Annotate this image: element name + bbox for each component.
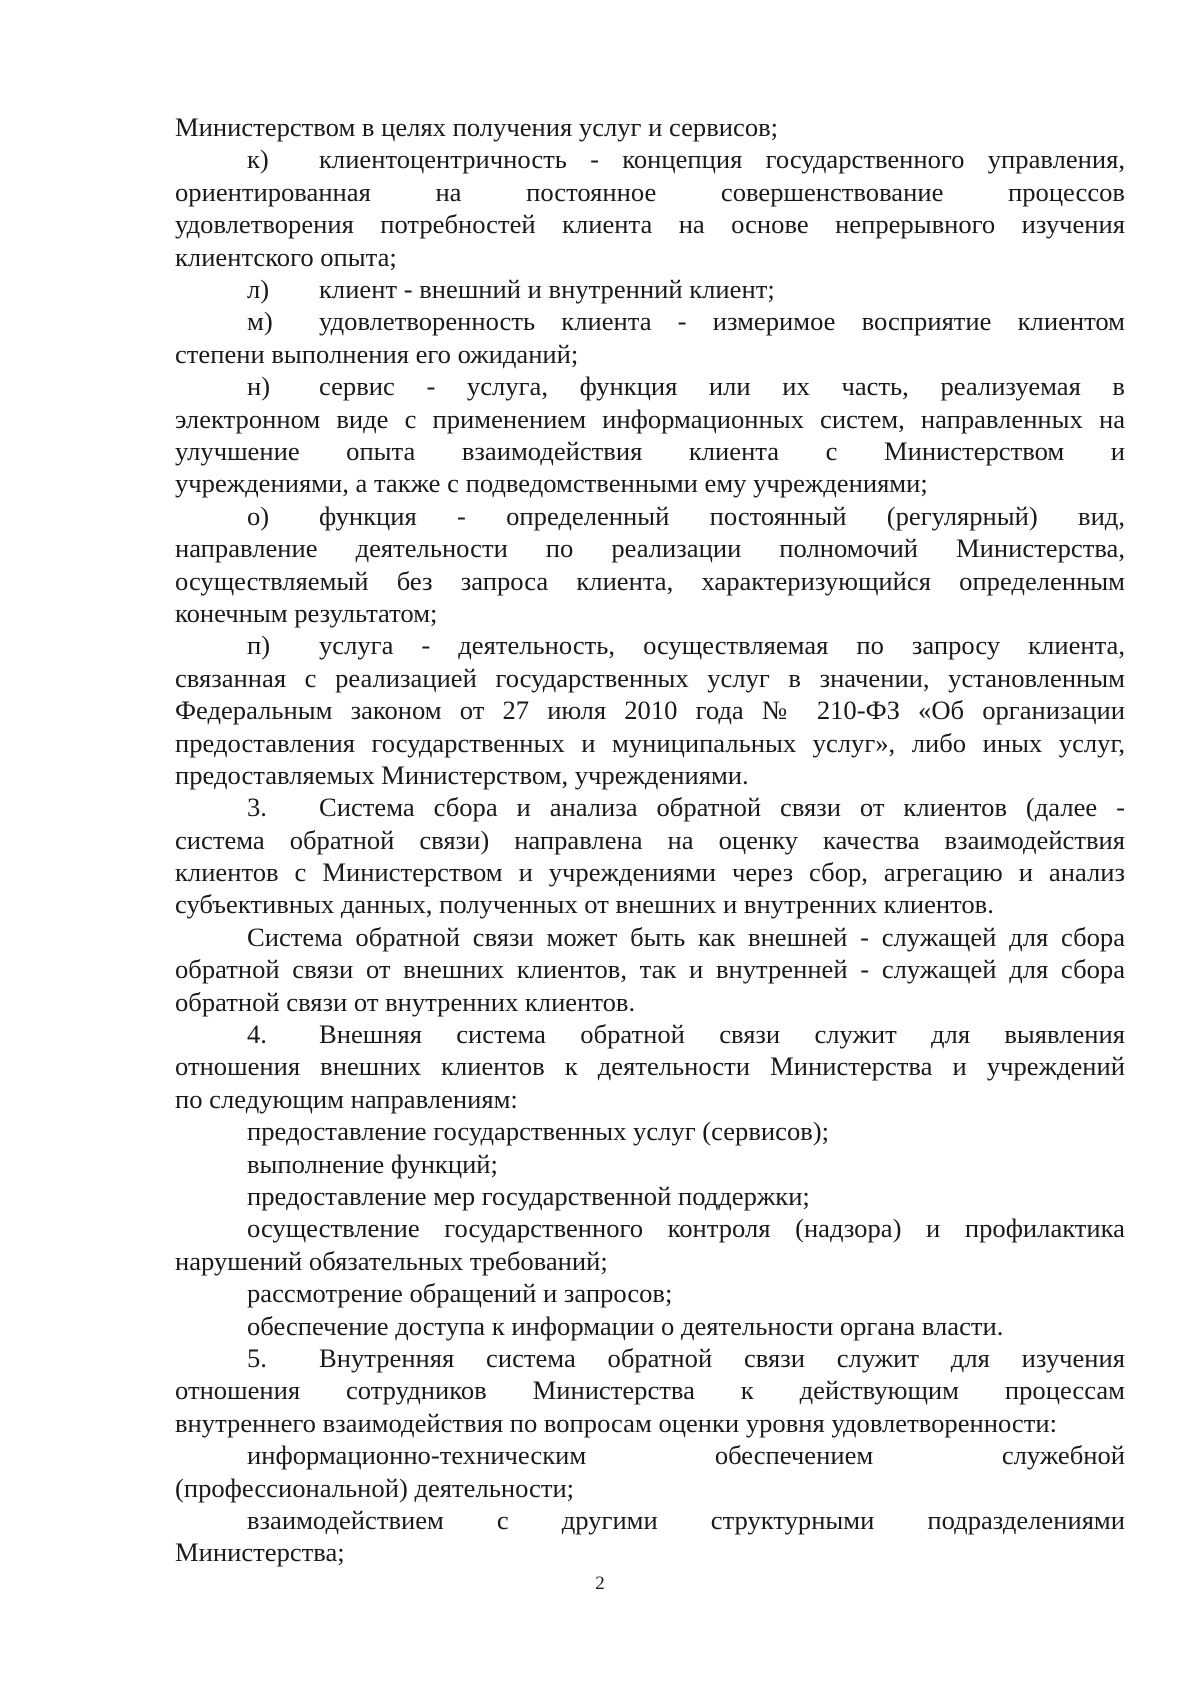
list-item-p (175, 629, 1125, 661)
list-item-n (175, 370, 1125, 402)
list-item-m (175, 305, 1125, 337)
list-label: к) (247, 144, 269, 175)
text-line: система обратной связи) направлена на оценку качества взаимодействия (175, 824, 1125, 855)
section-4 (175, 1018, 1125, 1050)
text-line: Система обратной связи может быть как внешней - служащей для сбора (247, 921, 1125, 952)
text-line: Внешняя система обратной связи служит для выявления (319, 1019, 1125, 1050)
text-line: Министерством в целях получения услуг и сервисов; (175, 112, 779, 142)
page-number: 2 (595, 1573, 605, 1594)
text-line: связанная с реализацией государственных услуг в значении, установленным (175, 662, 1125, 693)
list-item-k (175, 143, 1125, 175)
text-line: клиентов с Министерством и учреждениями через сбор, агрегацию и анализ (175, 857, 1125, 888)
text-line: конечным результатом; (175, 597, 438, 628)
text-line: рассмотрение обращений и запросов; (247, 1278, 673, 1309)
section-number: 3. (247, 792, 267, 823)
text-line: выполнение функций; (247, 1148, 498, 1179)
list-label: о) (247, 500, 270, 531)
text-line: Федеральным законом от 27 июля 2010 года № 210-ФЗ «Об организации (175, 695, 1125, 726)
text-line: клиентского опыта; (175, 241, 397, 272)
list-label: л) (247, 273, 270, 304)
text-line: клиент - внешний и внутренний клиент; (319, 273, 775, 304)
text-line: Система сбора и анализа обратной связи от клиентов (далее - (319, 792, 1125, 823)
section-number: 4. (247, 1019, 267, 1050)
text-line: информационно-техническим обеспечением служебной (247, 1440, 1125, 1471)
text-line: удовлетворения потребностей клиента на основе непрерывного изучения (175, 209, 1125, 240)
section-number: 5. (247, 1342, 267, 1373)
section-5 (175, 1342, 1125, 1374)
text-line: клиентоцентричность - концепция государственного управления, (319, 144, 1125, 175)
text-line: улучшение опыта взаимодействия клиента с Министерством и (175, 435, 1125, 466)
text-line: Внутренняя система обратной связи служит для изучения (319, 1342, 1125, 1373)
text-line: электронном виде с применением информационных систем, направленных на (175, 403, 1125, 434)
list-label: н) (247, 371, 271, 402)
text-line: удовлетворенность клиента - измеримое восприятие клиентом (319, 306, 1125, 337)
text-line: услуга - деятельность, осуществляемая по запросу клиента, (319, 630, 1125, 661)
text-line: обеспечение доступа к информации о деятельности органа власти. (247, 1310, 1004, 1341)
text-line: осуществление государственного контроля (надзора) и профилактика (247, 1213, 1125, 1244)
list-label: п) (247, 630, 271, 661)
text-line: отношения сотрудников Министерства к действующим процессам (175, 1375, 1125, 1406)
text-line: функция - определенный постоянный (регулярный) вид, (319, 500, 1125, 531)
text-line: предоставление государственных услуг (сервисов); (247, 1116, 830, 1147)
list-item-o (175, 500, 1125, 532)
text-line: сервис - услуга, функция или их часть, реализуемая в (319, 371, 1125, 402)
text-line: обратной связи от внешних клиентов, так и внутренней - служащей для сбора (175, 954, 1125, 985)
text-line: направление деятельности по реализации полномочий Министерства, (175, 533, 1125, 564)
document-page (175, 111, 1125, 1569)
text-line: степени выполнения его ожиданий; (175, 338, 579, 369)
text-line: ориентированная на постоянное совершенствование процессов (175, 176, 1125, 207)
list-item-l (175, 273, 1125, 305)
text-line: предоставляемых Министерством, учреждениями. (175, 759, 749, 790)
text-line: предоставления государственных и муниципальных услуг», либо иных услуг, (175, 727, 1125, 758)
text-line: Министерства; (175, 1537, 345, 1568)
list-label: м) (247, 306, 273, 337)
section-3 (175, 791, 1125, 823)
text-line: (профессиональной) деятельности; (175, 1472, 575, 1503)
text-line: обратной связи от внутренних клиентов. (175, 986, 636, 1017)
text-line: по следующим направлениям: (175, 1083, 518, 1114)
text-line: осуществляемый без запроса клиента, характеризующийся определенным (175, 565, 1125, 596)
text-line: учреждениями, а также с подведомственными ему учреждениями; (175, 468, 928, 499)
text-line: предоставление мер государственной поддержки; (247, 1181, 810, 1212)
text-line: внутреннего взаимодействия по вопросам оценки уровня удовлетворенности: (175, 1407, 1057, 1438)
text-line: отношения внешних клиентов к деятельности Министерства и учреждений (175, 1051, 1125, 1082)
text-line: нарушений обязательных требований; (175, 1245, 608, 1276)
text-line: субъективных данных, полученных от внешних и внутренних клиентов. (175, 889, 994, 920)
text-line: взаимодействием с другими структурными подразделениями (247, 1504, 1125, 1535)
